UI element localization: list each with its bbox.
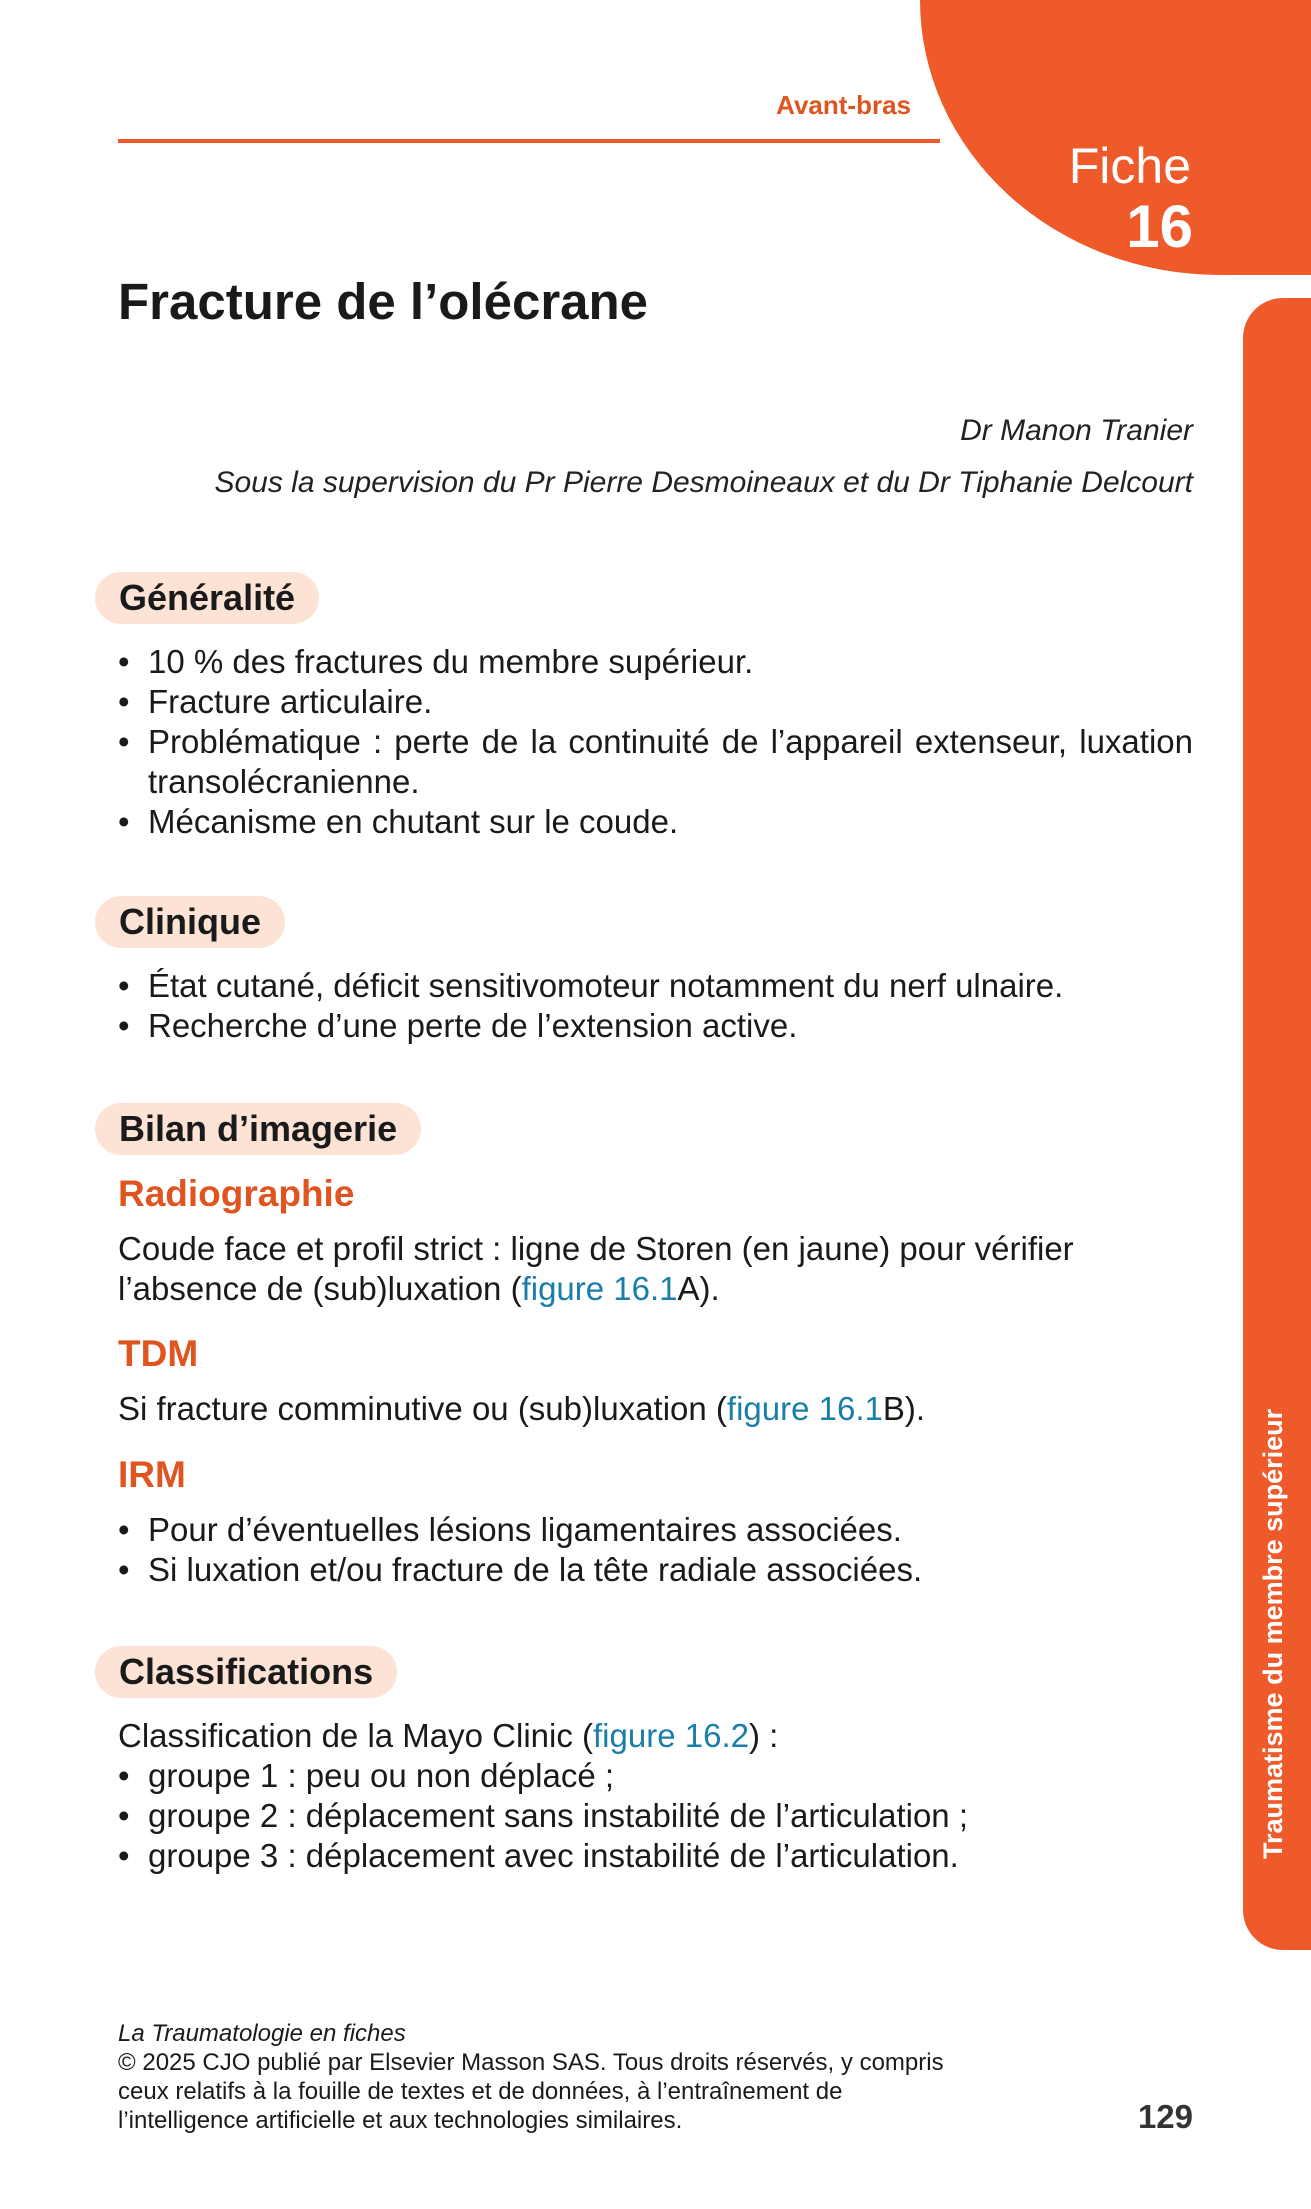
section-heading-generalite: Généralité — [95, 572, 319, 624]
author: Dr Manon Tranier — [960, 414, 1193, 447]
list-item: • groupe 2 : déplacement sans instabilité de l’articulation ; — [118, 1796, 1193, 1836]
copyright-line: © 2025 CJO publié par Elsevier Masson SAS. Tous droits réservés, y compris — [118, 2049, 944, 2076]
subheading-radiographie: Radiographie — [118, 1173, 355, 1214]
chapter-label: Avant-bras — [776, 90, 911, 120]
figure-link[interactable]: figure 16.1 — [726, 1390, 883, 1427]
section-heading-classifications: Classifications — [95, 1646, 397, 1698]
list-item: • groupe 1 : peu ou non déplacé ; — [118, 1756, 1193, 1796]
figure-link[interactable]: figure 16.1 — [521, 1270, 678, 1307]
copyright-line: l’intelligence artificielle et aux technologies similaires. — [118, 2107, 683, 2134]
section-heading-clinique: Clinique — [95, 896, 285, 948]
list-item: • 10 % des fractures du membre supérieur. — [118, 642, 1193, 682]
fiche-label: Fiche — [1068, 138, 1191, 194]
classifications-text — [118, 1716, 1193, 1876]
list-item: • État cutané, déficit sensitivomoteur notamment du nerf ulnaire. — [118, 966, 1193, 1006]
copyright-line: ceux relatifs à la fouille de textes et de données, à l’entraînement de — [118, 2078, 843, 2105]
tdm-text — [118, 1389, 1193, 1429]
classifications-intro — [118, 1716, 1193, 1756]
list-item: • Mécanisme en chutant sur le coude. — [118, 802, 1193, 842]
clinique-list — [118, 966, 1193, 1046]
header-rule — [118, 139, 940, 143]
page-number: 129 — [1137, 2098, 1193, 2135]
radiographie-text-start: Coude face et profil strict : ligne de Storen (en jaune) pour vérifier l’absence de (sub)luxation ( — [118, 1230, 1074, 1307]
figure-link[interactable]: figure 16.2 — [593, 1717, 749, 1754]
list-item: • Pour d’éventuelles lésions ligamentaires associées. — [118, 1510, 1193, 1550]
supervision: Sous la supervision du Pr Pierre Desmoineaux et du Dr Tiphanie Delcourt — [214, 466, 1193, 499]
list-item: • groupe 3 : déplacement avec instabilité de l’articulation. — [118, 1836, 1193, 1876]
section-heading-imagerie: Bilan d’imagerie — [95, 1103, 421, 1155]
list-item: • Si luxation et/ou fracture de la tête radiale associées. — [118, 1550, 1193, 1590]
footer — [118, 2019, 944, 2135]
side-tab-label-wrap — [1258, 870, 1298, 1859]
subheading-irm: IRM — [118, 1454, 186, 1495]
page-title: Fracture de l’olécrane — [118, 273, 649, 330]
book-title: La Traumatologie en fiches — [118, 2020, 406, 2047]
classifications-intro-end: ) : — [748, 1717, 779, 1754]
irm-list — [118, 1510, 1193, 1590]
side-tab-label: Traumatisme du membre supérieur — [1258, 1408, 1288, 1859]
list-item: • Recherche d’une perte de l’extension active. — [118, 1006, 1193, 1046]
radiographie-text-end: A). — [677, 1270, 720, 1307]
list-item: • Fracture articulaire. — [118, 682, 1193, 722]
list-item: • Problématique : perte de la continuité de l’appareil extenseur, luxation transolécranienne. — [118, 722, 1193, 802]
classifications-intro-start: Classification de la Mayo Clinic ( — [118, 1717, 594, 1754]
tdm-text-end: B). — [882, 1390, 926, 1427]
radiographie-text — [118, 1229, 1193, 1309]
generalite-list — [118, 642, 1193, 842]
subheading-tdm: TDM — [118, 1333, 199, 1374]
fiche-number: 16 — [1126, 193, 1193, 260]
tdm-text-start: Si fracture comminutive ou (sub)luxation ( — [118, 1390, 727, 1427]
